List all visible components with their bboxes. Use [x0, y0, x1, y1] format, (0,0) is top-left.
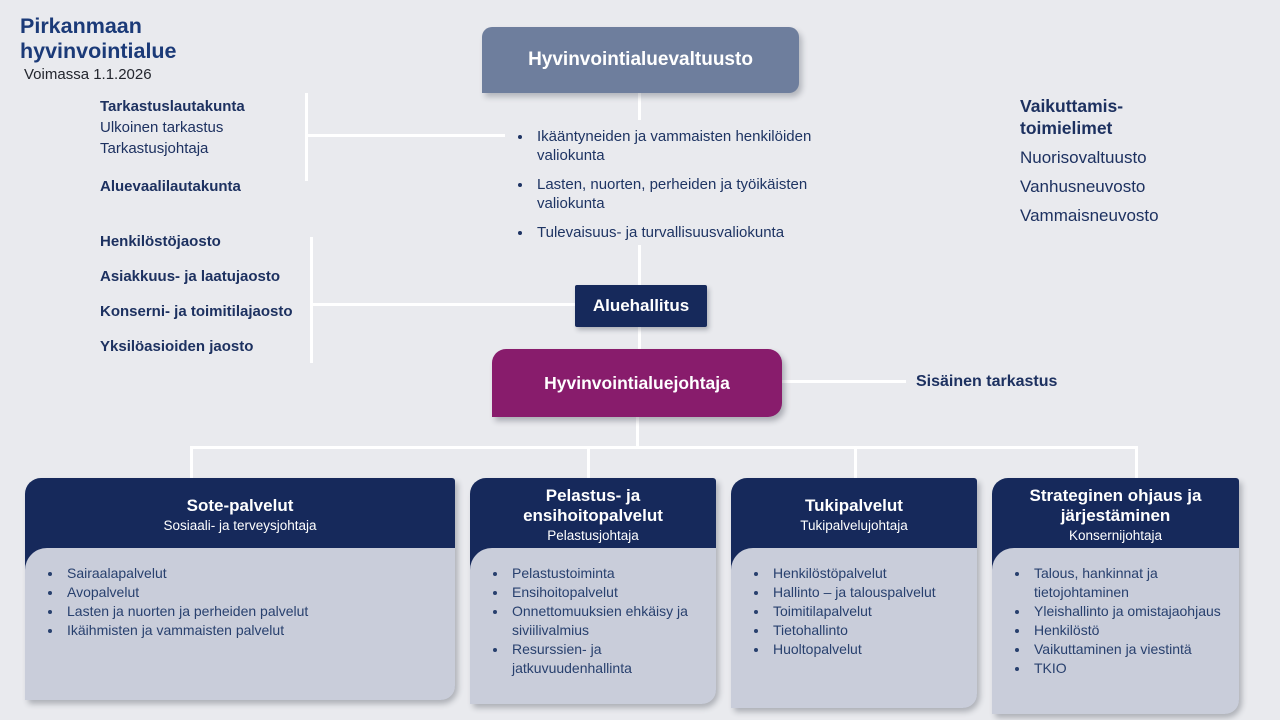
card-header: [470, 478, 716, 548]
audit-group-line: Tarkastusjohtaja: [100, 140, 209, 157]
council-box-label: Hyvinvointialuevaltuusto: [528, 49, 753, 70]
list-item: • Ensihoitopalvelut: [508, 583, 704, 602]
card-title: Tukipalvelut: [805, 496, 903, 515]
council-box: [482, 27, 799, 93]
card-body: [25, 548, 455, 700]
board-box-label: Aluehallitus: [592, 296, 690, 315]
card-body: [731, 548, 977, 708]
connector-sections-horizontal: [310, 303, 575, 306]
service-cards-row: [25, 478, 1239, 714]
list-item: • Sairaalapalvelut: [63, 564, 443, 583]
influence-title-line-2: toimielimet: [1020, 118, 1113, 138]
list-item: Vanhusneuvosto: [1020, 177, 1146, 196]
card-title: Pelastus- ja ensihoitopalvelut: [523, 486, 663, 525]
list-item: • TKIO: [1030, 659, 1227, 678]
card-subtitle: Konsernijohtaja: [1068, 528, 1163, 543]
logo-line-1: Pirkanmaan: [20, 14, 142, 38]
connector-internal-audit: [782, 380, 906, 383]
list-item: • Onnettomuuksien ehkäisy ja siviilivalmius: [508, 602, 704, 640]
card-header: [25, 478, 455, 548]
list-item: • Lasten ja nuorten ja perheiden palvelut: [63, 602, 443, 621]
list-item: • Hallinto – ja talouspalvelut: [769, 583, 965, 602]
list-item: • Yleishallinto ja omistajaohjaus: [1030, 602, 1227, 621]
list-item: • Henkilöstöpalvelut: [769, 564, 965, 583]
list-item: • Resurssien- ja jatkuvuudenhallinta: [508, 640, 704, 678]
card-title: Sote-palvelut: [186, 496, 294, 515]
list-item: Vammaisneuvosto: [1020, 206, 1159, 225]
director-box-label: Hyvinvointialuejohtaja: [544, 372, 730, 393]
list-item: • Talous, hankinnat ja tietojohtaminen: [1030, 564, 1227, 602]
list-item: • Huoltopalvelut: [769, 640, 965, 659]
card-header: [731, 478, 977, 548]
connector-drop-card-1: [190, 446, 193, 478]
list-item: Konserni- ja toimitilajaosto: [100, 303, 293, 320]
board-box: [575, 285, 707, 327]
sections-group: [100, 231, 308, 371]
connector-drop-card-2: [587, 446, 590, 478]
list-item: Nuorisovaltuusto: [1020, 148, 1147, 167]
list-item: • Ikäihmisten ja vammaisten palvelut: [63, 621, 443, 640]
card-strateginen-ohjaus: [992, 478, 1239, 714]
internal-audit-label: Sisäinen tarkastus: [916, 373, 1058, 390]
card-title: Strateginen ohjaus ja järjestäminen: [1029, 486, 1202, 525]
audit-committee-group: [100, 96, 305, 197]
card-subtitle: Pelastusjohtaja: [547, 528, 639, 543]
connector-drop-card-4: [1135, 446, 1138, 478]
list-item: • Ikääntyneiden ja vammaisten henkilöiden valiokunta: [533, 128, 850, 165]
card-subtitle: Sosiaali- ja terveysjohtaja: [163, 518, 317, 533]
card-header: [992, 478, 1239, 548]
list-item: Asiakkuus- ja laatujaosto: [100, 268, 281, 285]
card-sote-palvelut: [25, 478, 455, 700]
connector-distributor: [190, 446, 1138, 449]
audit-group-title: Tarkastuslautakunta: [100, 98, 245, 115]
card-subtitle: Tukipalvelujohtaja: [800, 518, 908, 533]
list-item: • Tietohallinto: [769, 621, 965, 640]
org-logo: [20, 14, 177, 64]
card-pelastus-ensihoito: [470, 478, 716, 704]
connector-audit-vertical: [305, 93, 308, 181]
election-board-title: Aluevaalilautakunta: [100, 178, 241, 195]
connector-drop-card-3: [854, 446, 857, 478]
list-item: Henkilöstöjaosto: [100, 233, 221, 250]
list-item: Yksilöasioiden jaosto: [100, 338, 254, 355]
logo-line-2: hyvinvointialue: [20, 39, 177, 63]
list-item: • Tulevaisuus- ja turvallisuusvaliokunta: [533, 224, 850, 243]
list-item: • Lasten, nuorten, perheiden ja työikäisten valiokunta: [533, 176, 850, 213]
audit-group-line: Ulkoinen tarkastus: [100, 119, 224, 136]
card-tukipalvelut: [731, 478, 977, 708]
connector-board-director: [638, 327, 641, 349]
list-item: • Toimitilapalvelut: [769, 602, 965, 621]
list-item: • Henkilöstö: [1030, 621, 1227, 640]
connector-director-down: [636, 417, 639, 449]
card-body: [470, 548, 716, 704]
list-item: • Vaikuttaminen ja viestintä: [1030, 640, 1227, 659]
connector-sections-vertical: [310, 237, 313, 363]
card-body: [992, 548, 1239, 714]
list-item: • Avopalvelut: [63, 583, 443, 602]
influence-title-line-1: Vaikuttamis-: [1020, 96, 1124, 116]
committees-list: [505, 120, 850, 245]
list-item: • Pelastustoiminta: [508, 564, 704, 583]
influence-bodies-group: [1020, 95, 1240, 226]
director-box: [492, 349, 782, 417]
validity-text: Voimassa 1.1.2026: [24, 66, 152, 83]
